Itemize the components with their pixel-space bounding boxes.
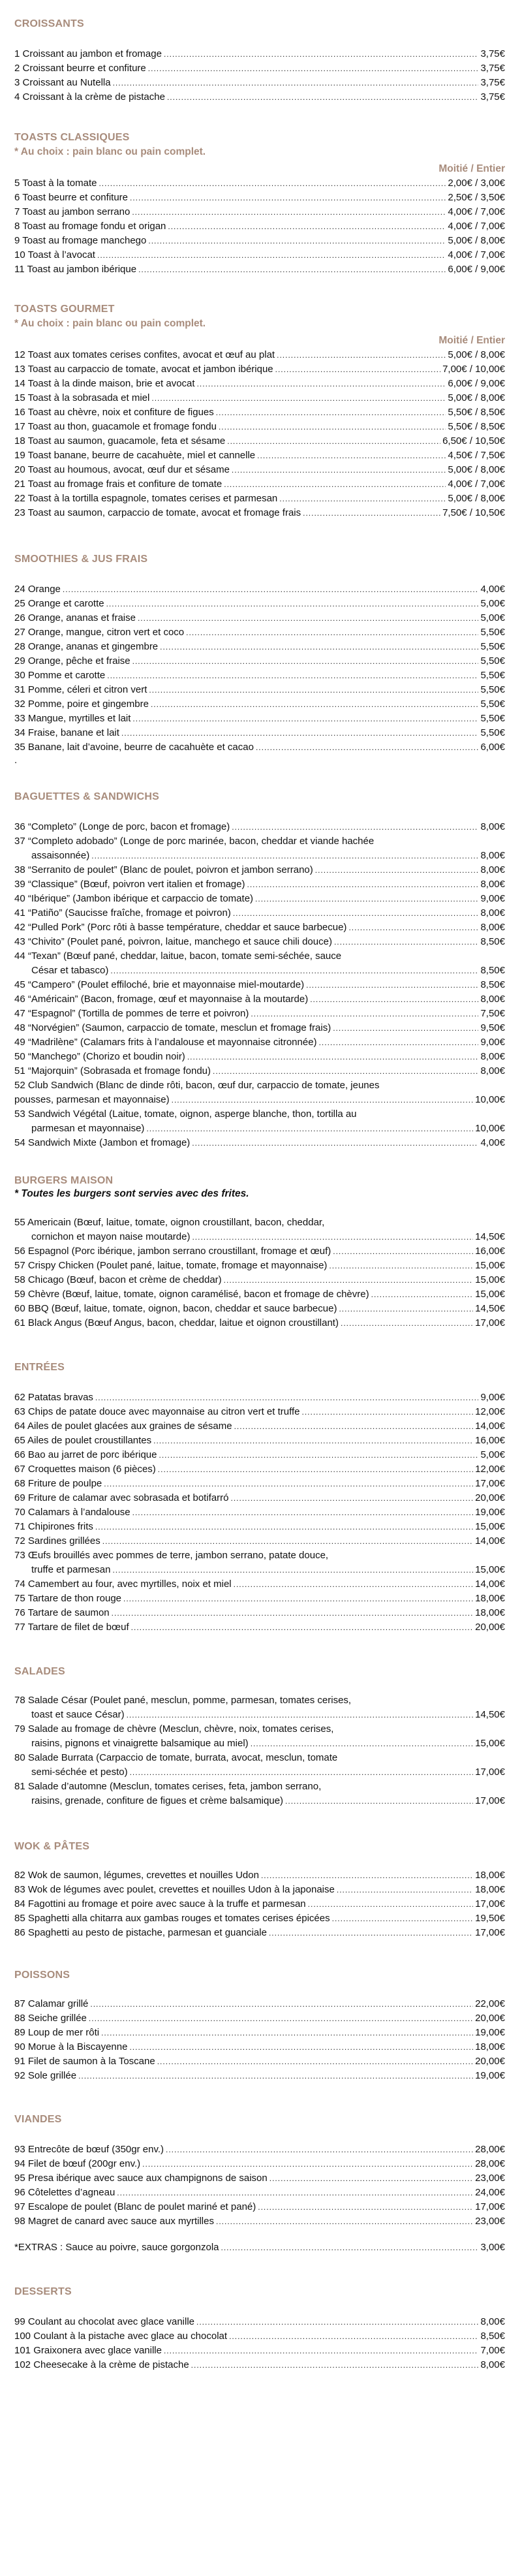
menu-item: 54 Sandwich Mixte (Jambon et fromage) ..... 4,00€ xyxy=(14,1136,505,1150)
menu-item: 4 Croissant à la crème de pistache ..... 3,75€ xyxy=(14,90,505,104)
menu-item: 82 Wok de saumon, légumes, crevettes et nouilles Udon ..... 18,00€ xyxy=(14,1868,505,1883)
menu-item: 36 “Completo” (Longe de porc, bacon et fromage) ..... 8,00€ xyxy=(14,820,505,834)
menu-item: 3 Croissant au Nutella ..... 3,75€ xyxy=(14,76,505,90)
menu-item: 42 “Pulled Pork” (Porc rôti à basse température, cheddar et sauce barbecue) ..... 8,00€ xyxy=(14,920,505,935)
section-title: POISSONS xyxy=(14,1970,70,1981)
menu-item: 55 Americain (Bœuf, laitue, tomate, oignon croustillant, bacon, cheddar, xyxy=(14,1217,325,1228)
menu-item: 85 Spaghetti alla chitarra aux gambas rouges et tomates cerises épicées ..... 19,50€ xyxy=(14,1911,505,1926)
menu-item: 9 Toast au fromage manchego ..... 5,00€ / 8,00€ xyxy=(14,234,505,248)
menu-item: 58 Chicago (Bœuf, bacon et crème de cheddar) ..... 15,00€ xyxy=(14,1273,505,1287)
menu-item: 23 Toast au saumon, carpaccio de tomate, avocat et fromage frais ..... 7,50€ / 10,50€ xyxy=(14,506,505,520)
menu-item: 2 Croissant beurre et confiture ..... 3,75€ xyxy=(14,61,505,76)
menu-item: 81 Salade d’automne (Mesclun, tomates cerises, feta, jambon serrano, xyxy=(14,1781,322,1792)
menu-item: 62 Patatas bravas ..... 9,00€ xyxy=(14,1390,505,1405)
menu-item: 5 Toast à la tomate ..... 2,00€ / 3,00€ xyxy=(14,176,505,191)
menu-item: 12 Toast aux tomates cerises confites, avocat et œuf au plat ..... 5,00€ / 8,00€ xyxy=(14,348,505,362)
menu-item: 8 Toast au fromage fondu et origan ..... 4,00€ / 7,00€ xyxy=(14,219,505,234)
section-title: ENTRÉES xyxy=(14,1362,65,1373)
menu-item: 10 Toast à l’avocat ..... 4,00€ / 7,00€ xyxy=(14,248,505,262)
menu-item: 57 Crispy Chicken (Poulet pané, laitue, tomate, fromage et mayonnaise) ..... 15,00€ xyxy=(14,1259,505,1273)
menu-item: 20 Toast au houmous, avocat, œuf dur et sésame ..... 5,00€ / 8,00€ xyxy=(14,463,505,477)
menu-item: 33 Mangue, myrtilles et lait ..... 5,50€ xyxy=(14,712,505,726)
menu-item: 48 “Norvégien” (Saumon, carpaccio de tomate, mesclun et fromage frais) ..... 9,50€ xyxy=(14,1021,505,1035)
menu-item-continued: raisins, pignons et vinaigrette balsamique au miel) ..... 15,00€ xyxy=(14,1736,505,1751)
menu-item: 28 Orange, ananas et gingembre ..... 5,50€ xyxy=(14,640,505,654)
menu-item: 89 Loup de mer rôti ..... 19,00€ xyxy=(14,2026,505,2040)
section-title: CROISSANTS xyxy=(14,18,84,29)
menu-item-continued: toast et sauce César) ..... 14,50€ xyxy=(14,1708,505,1722)
section-title: SALADES xyxy=(14,1666,65,1677)
menu-item: 75 Tartare de thon rouge ..... 18,00€ xyxy=(14,1592,505,1606)
menu-item: 29 Orange, pêche et fraise ..... 5,50€ xyxy=(14,654,505,668)
menu-item: 66 Bao au jarret de porc ibérique ..... 5,00€ xyxy=(14,1448,505,1462)
menu-item: 39 “Classique” (Bœuf, poivron vert italien et fromage) ..... 8,00€ xyxy=(14,877,505,892)
menu-item: 50 “Manchego” (Chorizo et boudin noir) ..... 8,00€ xyxy=(14,1050,505,1064)
menu-item: 69 Friture de calamar avec sobrasada et botifarró ..... 20,00€ xyxy=(14,1491,505,1505)
menu-item: 60 BBQ (Bœuf, laitue, tomate, oignon, bacon, cheddar et sauce barbecue) ..... 14,50€ xyxy=(14,1302,505,1316)
menu-item: 93 Entrecôte de bœuf (350gr env.) ..... 28,00€ xyxy=(14,2143,505,2157)
menu-item: 87 Calamar grillé ..... 22,00€ xyxy=(14,1997,505,2011)
menu-item: 22 Toast à la tortilla espagnole, tomates cerises et parmesan ..... 5,00€ / 8,00€ xyxy=(14,492,505,506)
menu-item: 56 Espagnol (Porc ibérique, jambon serrano croustillant, fromage et œuf) ..... 16,00€ xyxy=(14,1244,505,1259)
section-title: TOASTS CLASSIQUES xyxy=(14,132,130,143)
menu-item: 38 “Serranito de poulet” (Blanc de poulet, poivron et jambon serrano) ..... 8,00€ xyxy=(14,863,505,877)
section-title: BAGUETTES & SANDWICHS xyxy=(14,791,159,802)
menu-item: 98 Magret de canard avec sauce aux myrtilles ..... 23,00€ xyxy=(14,2214,505,2229)
menu-item: 83 Wok de légumes avec poulet, crevettes et nouilles Udon à la japonaise ..... 18,00€ xyxy=(14,1883,505,1897)
menu-item: 49 “Madrilène” (Calamars frits à l’andalouse et mayonnaise citronnée) ..... 9,00€ xyxy=(14,1035,505,1050)
menu-item: 46 “Américain” (Bacon, fromage, œuf et mayonnaise à la moutarde) ..... 8,00€ xyxy=(14,992,505,1007)
menu-item-continued: cornichon et mayon naise moutarde) ..... 14,50€ xyxy=(14,1230,505,1244)
menu-item: 59 Chèvre (Bœuf, laitue, tomate, oignon caramélisé, bacon et fromage de chèvre) ..... 15,00€ xyxy=(14,1287,505,1302)
menu-item-continued: raisins, grenade, confiture de figues et crème balsamique) ..... 17,00€ xyxy=(14,1794,505,1808)
menu-item: 90 Morue à la Biscayenne ..... 18,00€ xyxy=(14,2040,505,2054)
menu-item: 79 Salade au fromage de chèvre (Mesclun, chèvre, noix, tomates cerises, xyxy=(14,1723,334,1735)
menu-item: 40 “Ibérique” (Jambon ibérique et carpaccio de tomate) ..... 9,00€ xyxy=(14,892,505,906)
menu-item: 16 Toast au chèvre, noix et confiture de figues ..... 5,50€ / 8,50€ xyxy=(14,405,505,420)
stray-dot: . xyxy=(14,755,18,766)
menu-item: 43 “Chivito” (Poulet pané, poivron, laitue, manchego et sauce chili douce) ..... 8,50€ xyxy=(14,935,505,949)
menu-item-continued: semi-séchée et pesto) ..... 17,00€ xyxy=(14,1765,505,1780)
menu-item: 21 Toast au fromage frais et confiture de tomate ..... 4,00€ / 7,00€ xyxy=(14,477,505,492)
menu-item: 7 Toast au jambon serrano ..... 4,00€ / 7,00€ xyxy=(14,205,505,219)
section-title: TOASTS GOURMET xyxy=(14,304,115,315)
section-note: * Toutes les burgers sont servies avec des frites. xyxy=(14,1188,249,1199)
section-note: * Au choix : pain blanc ou pain complet. xyxy=(14,318,206,329)
menu-item-continued: parmesan et mayonnaise) ..... 10,00€ xyxy=(14,1122,505,1136)
menu-item: 67 Croquettes maison (6 pièces) ..... 12,00€ xyxy=(14,1462,505,1477)
extras-item: *EXTRAS : Sauce au poivre, sauce gorgonzola ..... 3,00€ xyxy=(14,2240,505,2255)
menu-item: 77 Tartare de filet de bœuf ..... 20,00€ xyxy=(14,1620,505,1635)
menu-item-continued: assaisonnée) ..... 8,00€ xyxy=(14,849,505,863)
menu-item: 17 Toast au thon, guacamole et fromage fondu ..... 5,50€ / 8,50€ xyxy=(14,420,505,434)
menu-item: 13 Toast au carpaccio de tomate, avocat et jambon ibérique ..... 7,00€ / 10,00€ xyxy=(14,362,505,377)
menu-item: 72 Sardines grillées ..... 14,00€ xyxy=(14,1534,505,1548)
menu-item: 47 “Espagnol” (Tortilla de pommes de terre et poivron) ..... 7,50€ xyxy=(14,1007,505,1021)
menu-item: 51 “Majorquin” (Sobrasada et fromage fondu) ..... 8,00€ xyxy=(14,1064,505,1078)
menu-item: 86 Spaghetti au pesto de pistache, parmesan et guanciale ..... 17,00€ xyxy=(14,1926,505,1940)
menu-item: 6 Toast beurre et confiture ..... 2,50€ / 3,50€ xyxy=(14,191,505,205)
menu-item: 1 Croissant au jambon et fromage ..... 3,75€ xyxy=(14,47,505,61)
menu-item: 11 Toast au jambon ibérique ..... 6,00€ / 9,00€ xyxy=(14,262,505,277)
menu-item: 41 “Patiño” (Saucisse fraîche, fromage et poivron) ..... 8,00€ xyxy=(14,906,505,920)
menu-item: 97 Escalope de poulet (Blanc de poulet mariné et pané) ..... 17,00€ xyxy=(14,2200,505,2214)
menu-item: 94 Filet de bœuf (200gr env.) ..... 28,00€ xyxy=(14,2157,505,2171)
column-header: Moitié / Entier xyxy=(438,163,505,174)
section-title: WOK & PÂTES xyxy=(14,1841,90,1852)
menu-item: 37 “Completo adobado” (Longe de porc marinée, bacon, cheddar et viande hachée xyxy=(14,836,375,847)
section-note: * Au choix : pain blanc ou pain complet. xyxy=(14,146,206,157)
menu-item-continued: pousses, parmesan et mayonnaise) ..... 10,00€ xyxy=(14,1093,505,1107)
menu-item: 100 Coulant à la pistache avec glace au chocolat ..... 8,50€ xyxy=(14,2329,505,2344)
menu-item-continued: truffe et parmesan ..... 15,00€ xyxy=(14,1563,505,1577)
menu-item: 76 Tartare de saumon ..... 18,00€ xyxy=(14,1606,505,1620)
menu-item: 26 Orange, ananas et fraise ..... 5,00€ xyxy=(14,611,505,625)
section-title: SMOOTHIES & JUS FRAIS xyxy=(14,554,148,565)
menu-item: 15 Toast à la sobrasada et miel ..... 5,00€ / 8,00€ xyxy=(14,391,505,405)
menu-item: 88 Seiche grillée ..... 20,00€ xyxy=(14,2011,505,2026)
section-title: DESSERTS xyxy=(14,2286,72,2297)
menu-item: 102 Cheesecake à la crème de pistache ..... 8,00€ xyxy=(14,2358,505,2372)
menu-item: 96 Côtelettes d’agneau ..... 24,00€ xyxy=(14,2186,505,2200)
menu-item: 99 Coulant au chocolat avec glace vanille ..... 8,00€ xyxy=(14,2315,505,2329)
menu-item: 31 Pomme, céleri et citron vert ..... 5,50€ xyxy=(14,683,505,697)
menu-item: 45 “Campero” (Poulet effiloché, brie et mayonnaise miel-moutarde) ..... 8,50€ xyxy=(14,978,505,992)
menu-item: 80 Salade Burrata (Carpaccio de tomate, burrata, avocat, mesclun, tomate xyxy=(14,1752,338,1763)
menu-item: 27 Orange, mangue, citron vert et coco ..... 5,50€ xyxy=(14,625,505,640)
menu-item: 14 Toast à la dinde maison, brie et avocat ..... 6,00€ / 9,00€ xyxy=(14,377,505,391)
menu-item: 91 Filet de saumon à la Toscane ..... 20,00€ xyxy=(14,2054,505,2069)
menu-item: 18 Toast au saumon, guacamole, feta et sésame ..... 6,50€ / 10,50€ xyxy=(14,434,505,448)
menu-item: 34 Fraise, banane et lait ..... 5,50€ xyxy=(14,726,505,740)
menu-item: 92 Sole grillée ..... 19,00€ xyxy=(14,2069,505,2083)
menu-item: 64 Ailes de poulet glacées aux graines de sésame ..... 14,00€ xyxy=(14,1419,505,1434)
menu-item: 73 Œufs brouillés avec pommes de terre, jambon serrano, patate douce, xyxy=(14,1550,329,1561)
menu-item: 61 Black Angus (Bœuf Angus, bacon, cheddar, laitue et oignon croustillant) ..... 17,00€ xyxy=(14,1316,505,1330)
section-title: BURGERS MAISON xyxy=(14,1175,114,1186)
menu-item: 53 Sandwich Végétal (Laitue, tomate, oignon, asperge blanche, thon, tortilla au xyxy=(14,1108,357,1120)
menu-item: 70 Calamars à l’andalouse ..... 19,00€ xyxy=(14,1505,505,1520)
menu-item: 95 Presa ibérique avec sauce aux champignons de saison ..... 23,00€ xyxy=(14,2171,505,2186)
menu-item: 19 Toast banane, beurre de cacahuète, miel et cannelle ..... 4,50€ / 7,50€ xyxy=(14,448,505,463)
menu-item: 44 “Texan” (Bœuf pané, cheddar, laitue, bacon, tomate semi-séchée, sauce xyxy=(14,950,342,962)
menu-item: 32 Pomme, poire et gingembre ..... 5,50€ xyxy=(14,697,505,712)
menu-item: 52 Club Sandwich (Blanc de dinde rôti, bacon, œuf dur, carpaccio de tomate, jeunes xyxy=(14,1080,380,1091)
menu-item: 101 Graixonera avec glace vanille ..... 7,00€ xyxy=(14,2344,505,2358)
menu-item: 74 Camembert au four, avec myrtilles, noix et miel ..... 14,00€ xyxy=(14,1577,505,1592)
menu-item: 24 Orange ..... 4,00€ xyxy=(14,582,505,597)
menu-item: 25 Orange et carotte ..... 5,00€ xyxy=(14,597,505,611)
menu-item: 84 Fagottini au fromage et poire avec sauce à la truffe et parmesan ..... 17,00€ xyxy=(14,1897,505,1911)
menu-item: 30 Pomme et carotte ..... 5,50€ xyxy=(14,668,505,683)
menu-item: 65 Ailes de poulet croustillantes ..... 16,00€ xyxy=(14,1434,505,1448)
menu-item: 68 Friture de poulpe ..... 17,00€ xyxy=(14,1477,505,1491)
menu-item: 63 Chips de patate douce avec mayonnaise au citron vert et truffe ..... 12,00€ xyxy=(14,1405,505,1419)
menu-item: 78 Salade César (Poulet pané, mesclun, pomme, parmesan, tomates cerises, xyxy=(14,1695,352,1706)
section-title: VIANDES xyxy=(14,2114,62,2125)
column-header: Moitié / Entier xyxy=(438,335,505,346)
menu-item-continued: César et tabasco) ..... 8,50€ xyxy=(14,964,505,978)
menu-item: 35 Banane, lait d’avoine, beurre de cacahuète et cacao ..... 6,00€ xyxy=(14,740,505,755)
menu-item: 71 Chipirones frits ..... 15,00€ xyxy=(14,1520,505,1534)
